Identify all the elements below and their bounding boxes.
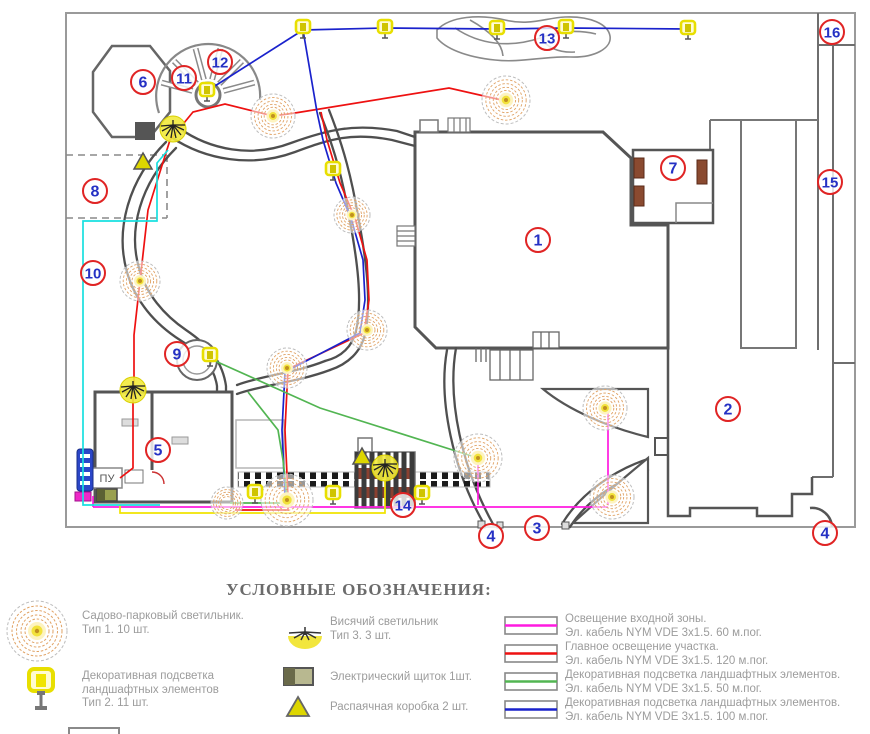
electric-panel-icon (282, 666, 316, 688)
plan-marker-2 (716, 397, 740, 421)
plan-marker-number: 1 (533, 232, 543, 250)
plan-marker-number: 3 (532, 520, 542, 538)
plan-marker-3 (525, 516, 549, 540)
porch-door (634, 186, 644, 206)
hanging-lamp-icon (278, 618, 332, 658)
plan-marker-number: 10 (84, 265, 102, 283)
porch-door (697, 160, 707, 184)
plan-marker-number: 5 (153, 442, 163, 460)
electric-panel-shade (97, 489, 105, 501)
plan-marker-9 (165, 342, 189, 366)
garden-lamp-label: Садово-парковый светильник. Тип 1. 10 шт. (82, 610, 244, 636)
house-top-stairs (448, 118, 470, 132)
plan-marker-15 (818, 170, 842, 194)
plan-marker-number: 12 (211, 54, 229, 72)
plan-marker-number: 14 (394, 497, 412, 515)
garden-light (583, 386, 627, 430)
garden-light (251, 94, 295, 138)
cable-deco-blue-label: Декоративная подсветка ландшафтных элементов. Эл. кабель NYM VDE 3х1.5. 100 м.пог. (565, 697, 841, 723)
house-top-step (420, 120, 438, 132)
garden-lamp-icon (4, 598, 70, 664)
plan-marker-13 (535, 26, 559, 50)
window-mark (122, 419, 138, 426)
garden-light (334, 197, 370, 233)
porch-door (634, 158, 644, 178)
plan-marker-5 (146, 438, 170, 462)
rockery (437, 17, 610, 61)
plan-marker-7 (661, 156, 685, 180)
plan-marker-1 (526, 228, 550, 252)
garden-light (120, 261, 160, 301)
hanging-lamp (160, 116, 186, 142)
legend-item-cutoff (68, 727, 120, 734)
junction-box-label: Распаячная коробка 2 шт. (330, 701, 469, 713)
entrance-gate (75, 449, 93, 501)
plan-marker-number: 13 (538, 30, 556, 48)
hanging-lamp (120, 377, 146, 403)
hanging-lamp (372, 455, 398, 481)
garden-light (454, 434, 502, 482)
plan-marker-number: 4 (820, 525, 830, 543)
plan-marker-16 (820, 20, 844, 44)
plan-marker-number: 2 (723, 401, 733, 419)
plan-marker-number: 4 (486, 528, 496, 546)
deco-lamp-icon (18, 666, 64, 716)
cable-swatch-deco-green (504, 672, 558, 691)
garden-light (590, 475, 634, 519)
plan-marker-number: 11 (176, 70, 192, 88)
plan-marker-number: 15 (821, 174, 839, 192)
cable-entrance-label: Освещение входной зоны. Эл. кабель NYM VDE 3х1.5. 60 м.пог. (565, 613, 762, 639)
plan-marker-number: 8 (90, 183, 100, 201)
plan-marker-11 (172, 66, 196, 90)
plan-marker-12 (208, 50, 232, 74)
hanging-lamp-label: Висячий светильник Тип 3. 3 шт. (330, 616, 439, 642)
house-left-stairs (397, 226, 415, 246)
junction-box-icon (284, 694, 312, 720)
window-mark (172, 437, 188, 444)
plan-marker-number: 7 (668, 160, 678, 178)
plan-marker-8 (83, 179, 107, 203)
electric-panel-label: Электрический щиток 1шт. (330, 671, 472, 683)
plan-marker-4 (813, 521, 837, 545)
cable-swatch-main (504, 644, 558, 663)
legend-title: УСЛОВНЫЕ ОБОЗНАЧЕНИЯ: (226, 580, 492, 599)
plan-marker-number: 9 (172, 346, 182, 364)
cable-swatch-deco-blue (504, 700, 558, 719)
plan-marker-14 (391, 493, 415, 517)
garden-light (261, 474, 313, 526)
plan-marker-4 (479, 524, 503, 548)
deco-lamp-label: Декоративная подсветка ландшафтных элементов Тип 2. 11 шт. (82, 670, 219, 709)
cable-main-label: Главное освещение участка. Эл. кабель NYM VDE 3х1.5. 120 м.пог. (565, 641, 769, 667)
cable-swatch-entrance (504, 616, 558, 635)
garden-light (347, 310, 387, 350)
control-unit-label: ПУ (99, 473, 115, 485)
plan-marker-10 (81, 261, 105, 285)
garden-light (482, 76, 530, 124)
plan-marker-number: 6 (138, 74, 148, 92)
gazebo-hearth (135, 122, 155, 140)
gazebo (93, 46, 170, 140)
tree (211, 487, 243, 519)
plan-marker-6 (131, 70, 155, 94)
cable-deco-green-label: Декоративная подсветка ландшафтных элементов. Эл. кабель NYM VDE 3х1.5. 50 м.пог. (565, 669, 841, 695)
garden-light (267, 348, 307, 388)
plan-marker-number: 16 (823, 24, 841, 42)
